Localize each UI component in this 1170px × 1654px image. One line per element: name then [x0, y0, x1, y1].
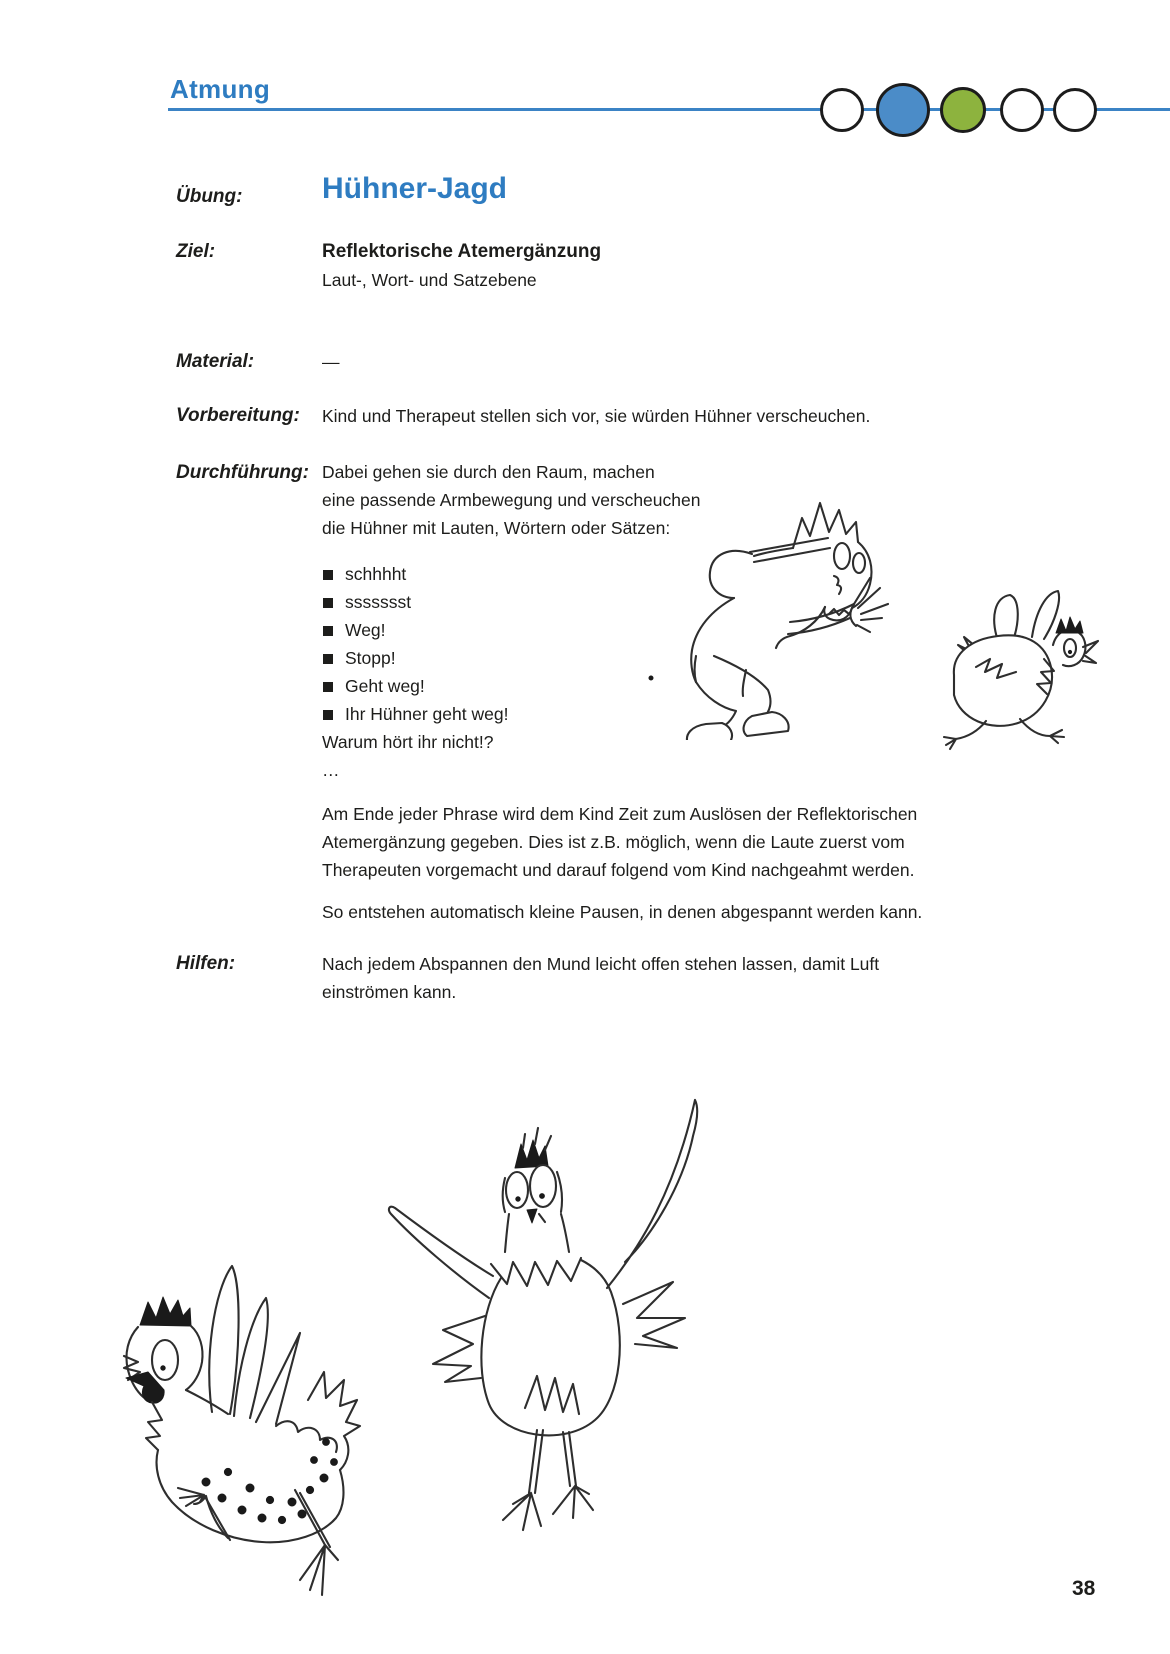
ziel-levels: Laut-, Wort- und Satzebene — [322, 270, 537, 290]
phrase-text: Geht weg! — [345, 676, 425, 696]
intro-line: Dabei gehen sie durch den Raum, machen — [322, 462, 655, 482]
phrase-text: Stopp! — [345, 648, 396, 668]
paragraph — [322, 800, 922, 884]
bullet-square-icon — [323, 626, 333, 636]
running-spotted-chicken-illustration — [110, 1250, 370, 1610]
paragraph-line: Therapeuten vorgemacht und darauf folgend vom Kind nachgeahmt werden. — [322, 860, 915, 880]
progress-dot-empty-1 — [820, 88, 864, 132]
hilfen-line: Nach jedem Abspannen den Mund leicht offen stehen lassen, damit Luft — [322, 954, 880, 974]
vorbereitung-text: Kind und Therapeut stellen sich vor, sie würden Hühner verscheuchen. — [322, 406, 871, 426]
bullet-square-icon — [323, 654, 333, 664]
label-vorbereitung: Vorbereitung: — [176, 405, 300, 426]
material-value: — — [322, 352, 340, 372]
fleeing-chicken-illustration — [940, 555, 1100, 760]
bullet-square-icon — [323, 710, 333, 720]
hilfen-line: einströmen kann. — [322, 982, 457, 1002]
phrase-text: schhhht — [345, 564, 407, 584]
label-ziel: Ziel: — [176, 241, 216, 262]
ziel-block — [322, 238, 601, 294]
label-material: Material: — [176, 351, 255, 372]
progress-dot-green — [940, 87, 986, 133]
ellipsis-line: … — [322, 760, 340, 780]
chapter-title: Atmung — [170, 74, 270, 104]
intro-line: eine passende Armbewegung und verscheuchen — [322, 490, 701, 510]
person-chasing-chickens-illustration — [630, 460, 900, 740]
ziel-goal: Reflektorische Atemergänzung — [322, 241, 602, 262]
startled-chicken-illustration — [385, 1078, 710, 1538]
exercise-title: Hühner-Jagd — [322, 172, 508, 205]
paragraph-line: Atemergänzung gegeben. Dies ist z.B. möglich, wenn die Laute zuerst vom — [322, 832, 905, 852]
page-number: 38 — [1072, 1577, 1096, 1600]
phrase-text: ssssssst — [345, 592, 412, 612]
progress-dot-blue — [876, 83, 930, 137]
after-bullets-line: Warum hört ihr nicht!? — [322, 732, 494, 752]
bullet-square-icon — [323, 682, 333, 692]
bullet-square-icon — [323, 598, 333, 608]
paragraph: So entstehen automatisch kleine Pausen, in denen abgespannt werden kann. — [322, 902, 923, 922]
label-durchfuehrung: Durchführung: — [176, 462, 309, 483]
phrase-text: Ihr Hühner geht weg! — [345, 704, 509, 724]
intro-line: die Hühner mit Lauten, Wörtern oder Sätzen: — [322, 518, 671, 538]
hilfen-block — [322, 950, 879, 1006]
progress-dot-empty-3 — [1053, 88, 1097, 132]
label-uebung: Übung: — [176, 186, 243, 207]
bullet-square-icon — [323, 570, 333, 580]
label-hilfen: Hilfen: — [176, 953, 236, 974]
progress-dot-empty-2 — [1000, 88, 1044, 132]
paragraph-line: Am Ende jeder Phrase wird dem Kind Zeit zum Auslösen der Reflektorischen — [322, 804, 918, 824]
phrase-text: Weg! — [345, 620, 386, 640]
